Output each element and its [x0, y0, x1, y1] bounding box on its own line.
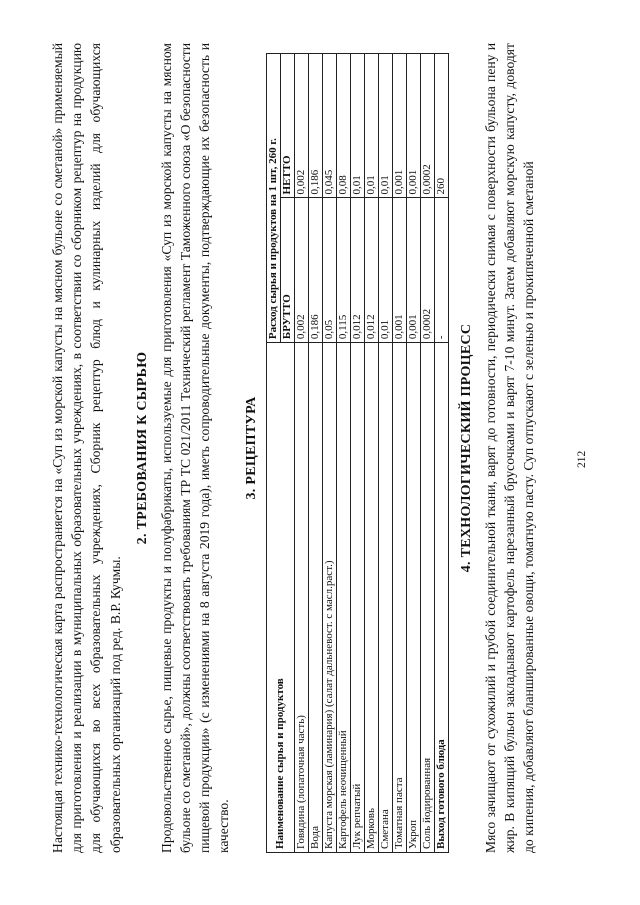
- row-netto: 0,001: [406, 54, 420, 198]
- row-brutto: 0,115: [336, 198, 350, 343]
- section2-paragraph: Продовольственное сырье, пищевые продукты и полуфабрикаты, используемые для приготовления «Суп из морской капусты на мясном бульоне со сметаной», должны соответствовать требованиям ТР ТС 021/2011 Технический регламент Таможенного союза «О безопасности пищевой продукции» (с изменениями на 8 августа 2019 года), иметь сопроводительные документы, подтверждающие их безопасность и качество.: [158, 43, 232, 853]
- table-row: [406, 54, 420, 853]
- output-label: Выход готового блюда: [434, 343, 448, 853]
- row-netto: 0,0002: [420, 54, 434, 198]
- row-name: Морковь: [364, 343, 378, 853]
- row-netto: 0,08: [336, 54, 350, 198]
- page-number: 212: [576, 450, 588, 468]
- header-brutto: БРУТТО: [280, 198, 294, 343]
- row-brutto: 0,012: [350, 198, 364, 343]
- table-row: [392, 54, 406, 853]
- section4-paragraph: Мясо зачищают от сухожилий и грубой соединительной ткани, варят до готовности, периодически снимая с поверхности бульона пену и жир. В кипящий бульон закладывают картофель нарезанный брусочками и варят 7-10 минут. Затем добавляют морскую капусту, доводят до кипения, добавляют бланшированные овощи, томатную пасту. Суп отпускают с зеленью и прокипяченной сметаной: [482, 43, 537, 853]
- row-name: Лук репчатый: [350, 343, 364, 853]
- row-netto: 0,01: [350, 54, 364, 198]
- output-netto: 260: [434, 54, 448, 198]
- row-name: Картофель неочищенный: [336, 343, 350, 853]
- section4-title: 4. ТЕХНОЛОГИЧЕСКИЙ ПРОЦЕСС: [458, 323, 474, 573]
- row-netto: 0,045: [322, 54, 336, 198]
- recipe-section: [244, 43, 449, 853]
- row-brutto: 0,0002: [420, 198, 434, 343]
- table-row: [336, 54, 350, 853]
- row-netto: 0,186: [308, 54, 322, 198]
- row-netto: 0,001: [392, 54, 406, 198]
- page-content: [48, 43, 538, 853]
- row-netto: 0,01: [364, 54, 378, 198]
- row-name: Соль йодированная: [420, 343, 434, 853]
- header-name: Наименование сырья и продуктов: [266, 343, 294, 853]
- row-brutto: 0,186: [308, 198, 322, 343]
- row-brutto: 0,05: [322, 198, 336, 343]
- table-row: [364, 54, 378, 853]
- table-row: [308, 54, 322, 853]
- row-brutto: 0,001: [392, 198, 406, 343]
- row-name: Укроп: [406, 343, 420, 853]
- row-netto: 0,002: [294, 54, 308, 198]
- table-row: [322, 54, 336, 853]
- section2-title: 2. ТРЕБОВАНИЯ К СЫРЬЮ: [134, 351, 150, 545]
- table-row: [350, 54, 364, 853]
- row-brutto: 0,002: [294, 198, 308, 343]
- output-row: [434, 54, 448, 853]
- intro-section: [48, 43, 125, 853]
- table-row: [420, 54, 434, 853]
- header-netto: НЕТТО: [280, 54, 294, 198]
- row-name: Капуста морская (ламинария) (салат дальневост. с масл.раст.): [322, 343, 336, 853]
- table-row: [378, 54, 392, 853]
- header-consumption: Расход сырья и продуктов на 1 шт, 260 г.: [266, 54, 280, 343]
- row-brutto: 0,012: [364, 198, 378, 343]
- row-name: Томатная паста: [392, 343, 406, 853]
- requirements-section: [135, 43, 234, 853]
- row-brutto: 0,01: [378, 198, 392, 343]
- row-name: Говядина (лопаточная часть): [294, 343, 308, 853]
- table-row: [294, 54, 308, 853]
- process-section: [459, 43, 539, 853]
- output-brutto: -: [434, 198, 448, 343]
- section3-title: 3. РЕЦЕПТУРА: [243, 396, 259, 500]
- table-header-row: [266, 54, 280, 853]
- intro-paragraph: Настоящая технико-технологическая карта распространяется на «Суп из морской капусты на мясном бульоне со сметаной» применяемый для приготовления и реализации в муниципальных образовательных учреждениях, в соответствии со сборником рецептур на продукцию для обучающихся во всех образовательных учреждениях, Сборник рецептур блюд и кулинарных изделий для обучающихся образовательных организаций под ред. В.Р. Кучмы.: [50, 43, 123, 853]
- row-netto: 0,01: [378, 54, 392, 198]
- row-name: Сметана: [378, 343, 392, 853]
- row-name: Вода: [308, 343, 322, 853]
- recipe-table: [266, 53, 449, 853]
- row-brutto: 0,001: [406, 198, 420, 343]
